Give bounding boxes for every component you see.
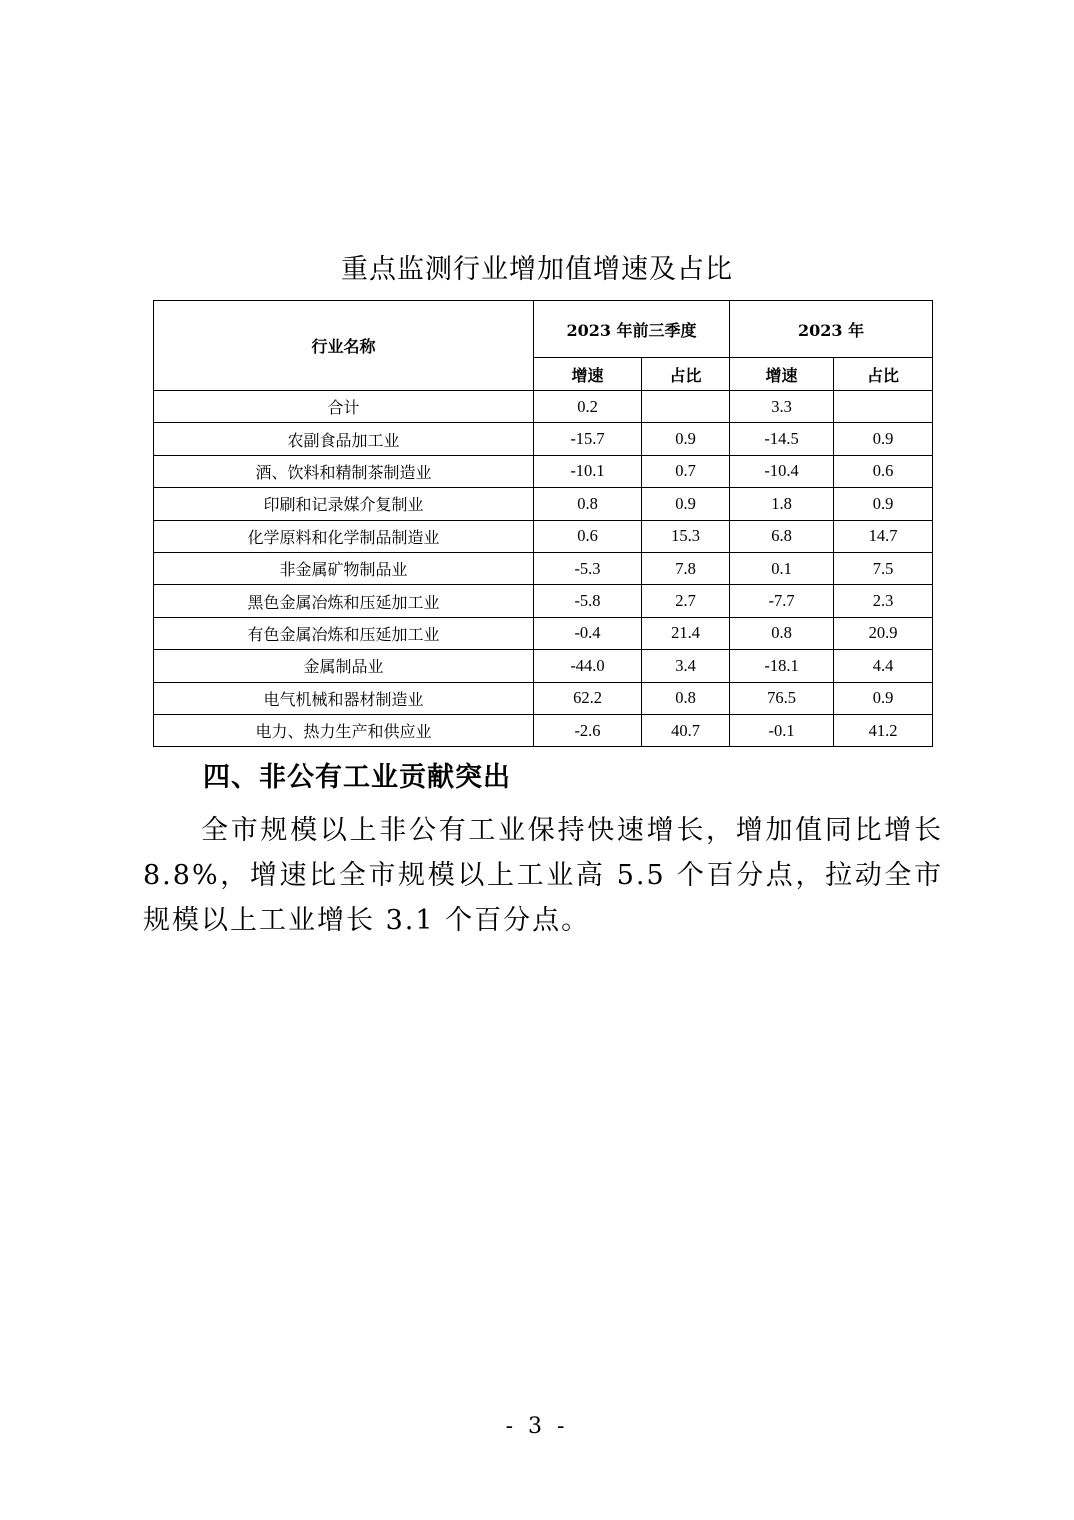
- share-q1-q3-cell: 7.8: [642, 552, 730, 584]
- header-growth-year: 增速: [730, 358, 834, 391]
- share-year-cell: 2.3: [834, 585, 933, 617]
- share-year-cell: 4.4: [834, 650, 933, 682]
- share-q1-q3-cell: 21.4: [642, 617, 730, 649]
- table-row: [154, 585, 933, 617]
- share-year-cell: 7.5: [834, 552, 933, 584]
- growth-year-cell: -0.1: [730, 714, 834, 746]
- growth-year-cell: 76.5: [730, 682, 834, 714]
- table-row: [154, 423, 933, 455]
- share-q1-q3-cell: 3.4: [642, 650, 730, 682]
- growth-q1-q3-cell: 0.6: [534, 520, 642, 552]
- table-row: [154, 617, 933, 649]
- industry-name-cell: 有色金属冶炼和压延加工业: [154, 617, 534, 649]
- share-year-cell: 41.2: [834, 714, 933, 746]
- share-year-cell: 20.9: [834, 617, 933, 649]
- industry-name-cell: 电气机械和器材制造业: [154, 682, 534, 714]
- growth-year-cell: -7.7: [730, 585, 834, 617]
- growth-q1-q3-cell: -5.8: [534, 585, 642, 617]
- table-row: [154, 650, 933, 682]
- industry-name-cell: 酒、饮料和精制茶制造业: [154, 455, 534, 487]
- share-year-cell: 0.9: [834, 488, 933, 520]
- growth-year-cell: 1.8: [730, 488, 834, 520]
- table-row: [154, 391, 933, 423]
- table-row: [154, 455, 933, 487]
- industry-name-cell: 合计: [154, 391, 534, 423]
- growth-q1-q3-cell: 0.8: [534, 488, 642, 520]
- industry-name-cell: 印刷和记录媒介复制业: [154, 488, 534, 520]
- growth-year-cell: 3.3: [730, 391, 834, 423]
- growth-year-cell: -14.5: [730, 423, 834, 455]
- share-q1-q3-cell: 0.8: [642, 682, 730, 714]
- section-heading: 四、非公有工业贡献突出: [203, 762, 511, 793]
- share-year-cell: 0.9: [834, 423, 933, 455]
- body-paragraph: 全市规模以上非公有工业保持快速增长，增加值同比增长8.8%，增速比全市规模以上工业高 5.5 个百分点，拉动全市规模以上工业增长 3.1 个百分点。: [143, 815, 943, 936]
- growth-q1-q3-cell: -44.0: [534, 650, 642, 682]
- industry-name-cell: 金属制品业: [154, 650, 534, 682]
- share-q1-q3-cell: [642, 391, 730, 423]
- page-number: - 3 -: [505, 1414, 569, 1439]
- industry-table: [153, 300, 933, 747]
- growth-year-cell: -18.1: [730, 650, 834, 682]
- growth-year-cell: 6.8: [730, 520, 834, 552]
- industry-name-cell: 黑色金属冶炼和压延加工业: [154, 585, 534, 617]
- industry-name-cell: 非金属矿物制品业: [154, 552, 534, 584]
- table-row: [154, 520, 933, 552]
- industry-name-cell: 农副食品加工业: [154, 423, 534, 455]
- share-q1-q3-cell: 0.9: [642, 423, 730, 455]
- growth-q1-q3-cell: -0.4: [534, 617, 642, 649]
- industry-name-cell: 化学原料和化学制品制造业: [154, 520, 534, 552]
- growth-q1-q3-cell: -15.7: [534, 423, 642, 455]
- table-row: [154, 682, 933, 714]
- industry-name-cell: 电力、热力生产和供应业: [154, 714, 534, 746]
- header-share-year: 占比: [834, 358, 933, 391]
- share-year-cell: 0.9: [834, 682, 933, 714]
- growth-q1-q3-cell: -10.1: [534, 455, 642, 487]
- growth-year-cell: 0.8: [730, 617, 834, 649]
- table-row: [154, 714, 933, 746]
- header-period-year: 2023 年: [730, 301, 933, 358]
- share-year-cell: 14.7: [834, 520, 933, 552]
- table-row: [154, 488, 933, 520]
- share-q1-q3-cell: 0.7: [642, 455, 730, 487]
- share-q1-q3-cell: 2.7: [642, 585, 730, 617]
- growth-q1-q3-cell: 62.2: [534, 682, 642, 714]
- share-q1-q3-cell: 40.7: [642, 714, 730, 746]
- growth-q1-q3-cell: -2.6: [534, 714, 642, 746]
- growth-q1-q3-cell: 0.2: [534, 391, 642, 423]
- growth-year-cell: -10.4: [730, 455, 834, 487]
- growth-q1-q3-cell: -5.3: [534, 552, 642, 584]
- share-year-cell: [834, 391, 933, 423]
- header-industry-name: 行业名称: [154, 301, 534, 391]
- share-q1-q3-cell: 0.9: [642, 488, 730, 520]
- table-row: [154, 552, 933, 584]
- header-share-q1-q3: 占比: [642, 358, 730, 391]
- share-year-cell: 0.6: [834, 455, 933, 487]
- growth-year-cell: 0.1: [730, 552, 834, 584]
- share-q1-q3-cell: 15.3: [642, 520, 730, 552]
- header-period-q1-q3: 2023 年前三季度: [534, 301, 730, 358]
- header-growth-q1-q3: 增速: [534, 358, 642, 391]
- table-title: 重点监测行业增加值增速及占比: [341, 254, 733, 285]
